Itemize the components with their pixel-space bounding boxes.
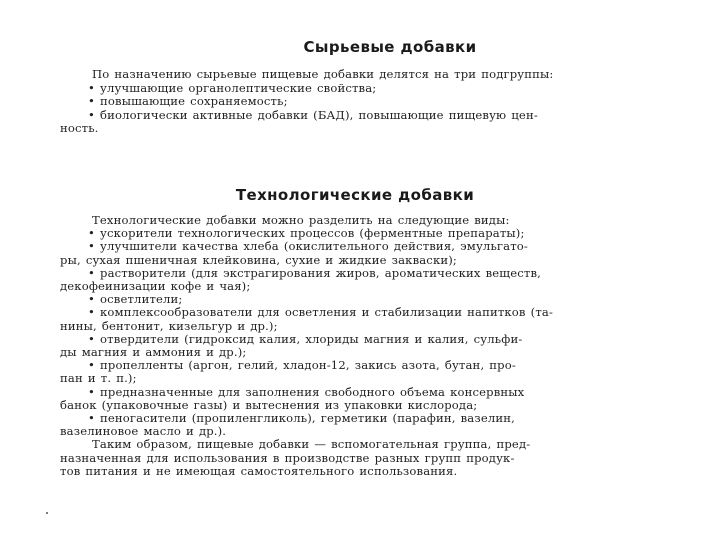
text-line: • пропелленты (аргон, гелий, хладон-12, закись азота, бутан, про- xyxy=(88,359,516,373)
text-line: Технологические добавки можно разделить на следующие виды: xyxy=(92,214,510,227)
text-block xyxy=(60,214,650,478)
text-line: тов питания и не имеющая самостоятельного использования. xyxy=(60,464,458,478)
text-line: • растворители (для экстрагирования жиров, ароматических веществ, xyxy=(88,266,541,280)
text-line: • улучшающие органолептические свойства; xyxy=(88,81,377,95)
section-raw-additives xyxy=(60,38,650,136)
text-line: вазелиновое масло и др.). xyxy=(60,425,227,439)
text-line: ды магния и аммония и др.); xyxy=(60,346,247,360)
text-line: • отвердители (гидроксид калия, хлориды магния и калия, сульфи- xyxy=(88,332,523,346)
text-line: банок (упаковочные газы) и вытеснения из упаковки кислорода; xyxy=(60,398,478,412)
text-line: По назначению сырьевые пищевые добавки делятся на три подгруппы: xyxy=(92,68,554,81)
text-line: • повышающие сохраняемость; xyxy=(88,95,288,109)
section-heading: Технологические добавки xyxy=(235,186,475,204)
text-line: декофеинизации кофе и чая); xyxy=(60,280,251,294)
text-line: • комплексообразователи для осветления и стабилизации напитков (та- xyxy=(88,306,554,320)
text-line: нины, бентонит, кизельгур и др.); xyxy=(60,319,278,333)
section-heading: Сырьевые добавки xyxy=(303,38,477,56)
scan-speck xyxy=(46,512,48,514)
text-line: • пеногасители (пропиленгликоль), герметики (парафин, вазелин, xyxy=(88,412,515,426)
text-line: ность. xyxy=(60,122,99,136)
text-line: • предназначенные для заполнения свободного объема консервных xyxy=(88,385,525,399)
text-line: Таким образом, пищевые добавки — вспомогательная группа, пред- xyxy=(92,438,531,452)
text-line: пан и т. п.); xyxy=(60,372,137,386)
text-block xyxy=(60,68,650,136)
text-line: • осветлители; xyxy=(88,293,183,307)
text-line: • биологически активные добавки (БАД), повышающие пищевую цен- xyxy=(88,108,538,122)
text-line: • улучшители качества хлеба (окислительного действия, эмульгато- xyxy=(88,240,528,254)
text-line: ры, сухая пшеничная клейковина, сухие и жидкие закваски); xyxy=(60,253,457,267)
section-technological-additives xyxy=(60,186,650,478)
text-line: назначенная для использования в производстве разных групп продук- xyxy=(60,451,515,465)
text-line: • ускорители технологических процессов (ферментные препараты); xyxy=(88,227,525,241)
